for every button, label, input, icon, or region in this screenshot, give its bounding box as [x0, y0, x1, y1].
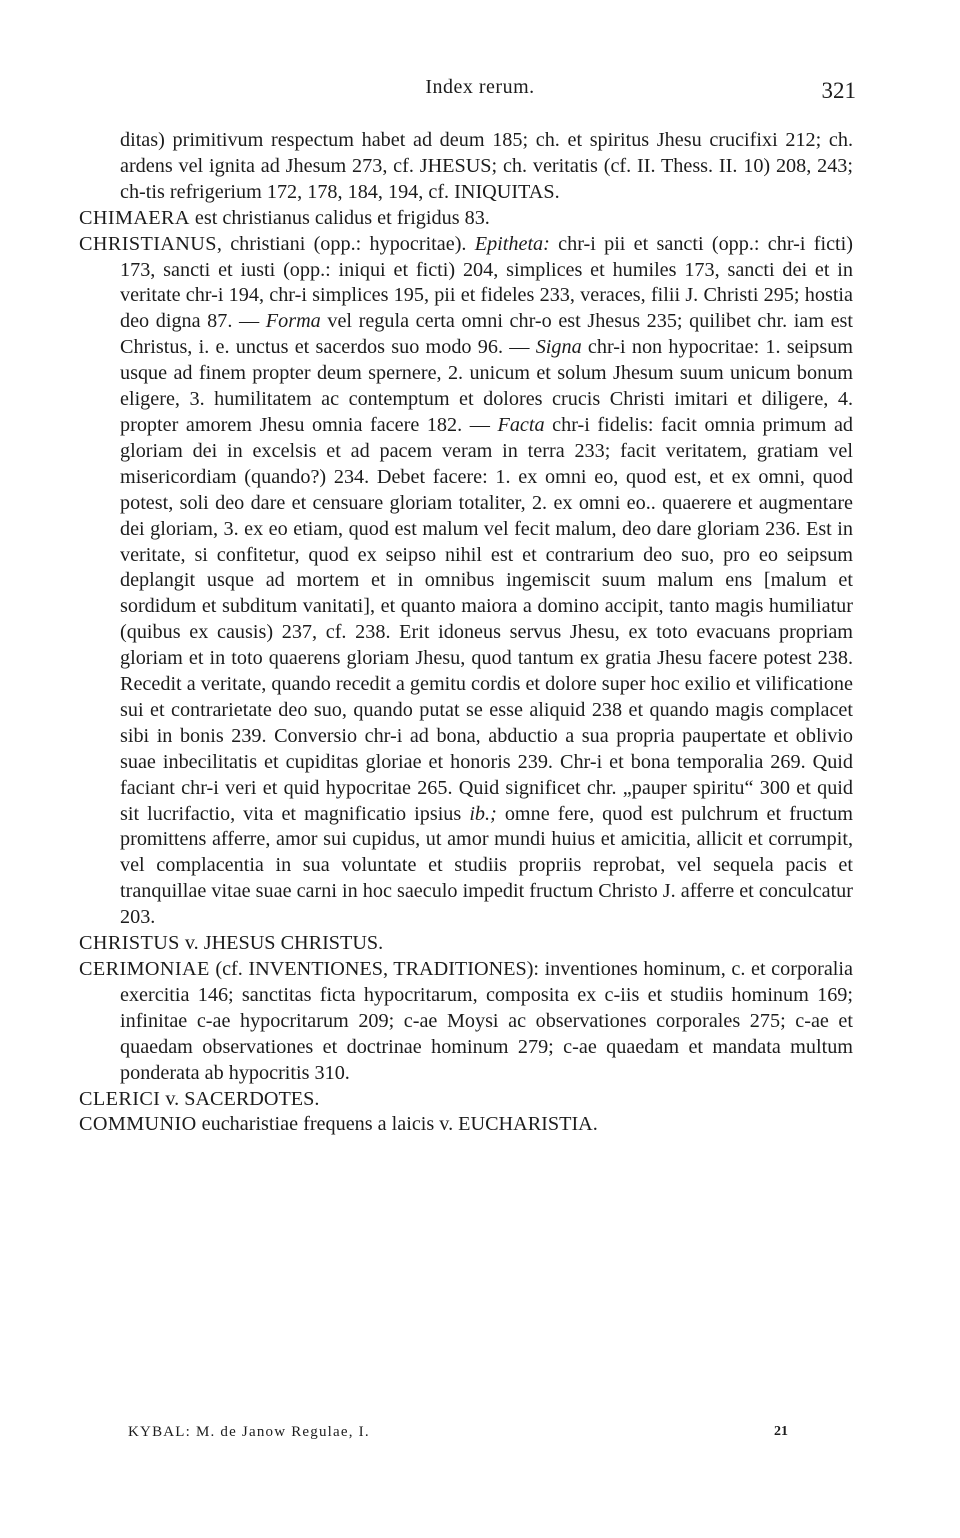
index-entry: [79, 232, 853, 931]
sheet-number: 21: [774, 1424, 788, 1439]
entry-text: v. SACERDOTES.: [160, 1087, 320, 1110]
subheading-text: ib.;: [469, 802, 497, 825]
entry-text: (cf. INVENTIONES, TRADITIONES): inventiones hominum, c. et corporalia exercitia 146; sanctitas ficta hypocritarum, composita ex c-iis et studiis hominum 169; infinitae c-ae hypocritarum 209; c-ae Moysi ac observationes corporales 275; c-ae et quaedam observationes et doctrinae hominum 279; c-ae quaedam et mandata multum ponderata ab hypocritis 310.: [120, 958, 853, 1084]
index-term: COMMUNIO: [79, 1113, 197, 1136]
index-term: CLERICI: [79, 1087, 161, 1110]
index-entry: [79, 206, 853, 232]
subheading-text: Signa: [535, 336, 582, 359]
entry-text: ditas) primitivum respectum habet ad deum 185; ch. et spiritus Jhesu crucifixi 212; ch. ardens vel ignita ad Jhesum 273, cf. JHESUS; ch. veritatis (cf. II. Thess. II. 10) 208, 243; ch-tis refrigerium 172, 178, 184, 194, cf. INIQUITAS.: [120, 129, 853, 203]
entry-text: chr-i non hypocritae: 1. seipsum usque ad finem propter deum spernere, 2. unicum et solum Jhesum suum unicum bonum eligere, 3. humilitatem ac contemptum et dolores crucis Christi imitari et diligere, 4. propter amorem Jhesu omnia facere 182. —: [120, 336, 853, 436]
index-entry: [79, 1087, 853, 1113]
entry-text: vel regula certa omni chr-o est Jhesus 235; quilibet chr. iam est Christus, i. e. unctus et sacerdos suo modo 96. —: [120, 310, 853, 359]
running-title: Index rerum.: [425, 76, 535, 98]
entry-text: chr-i pii et sancti (opp.: chr-i ficti) 173, sancti et iusti (opp.: iniqui et ficti) 204, simplices et humiles 173, sancti dei et in veritate chr-i 194, chr-i simplices 195, pii et fideles 233, veraces, filii J. Christi 295; hostia deo digna 87. —: [120, 232, 853, 333]
entry-text: v. JHESUS CHRISTUS.: [179, 932, 384, 955]
index-entry: [79, 1112, 853, 1138]
index-term: CHIMAERA: [79, 206, 190, 229]
page-footer: [128, 1424, 788, 1448]
subheading-text: Facta: [497, 413, 545, 436]
index-term: CERIMONIAE: [79, 958, 210, 980]
entry-text: omne fere, quod est pulchrum et fructum promittens afferre, amor sui cupidus, ut amor mundi huius et amicitia, allicit et corrumpit, vel complacentia in sua voluntate et studiis propriis reprobat, vel sequela pacis et tranquillae vitae suae carni in hoc saeculo impedit fructum Christo J. afferre et conculcatur 203.: [120, 802, 853, 929]
entry-text: , christiani (opp.: hypocritae).: [216, 232, 475, 255]
page-number: 321: [821, 78, 856, 103]
index-entry: [79, 931, 853, 957]
entry-text: chr-i fidelis: facit omnia primum ad gloriam dei in excelsis et ad pacem veram in terra 233; facit veritatem, gratiam vel misericordiam (quando?) 234. Debet facere: 1. ex omni eo, quod est, et ex omni, quod potest, soli deo dare et censuare gloriam totaliter, 2. ex omni eo.. quaerere et augmentare dei gloriam, 3. ex eo etiam, quod est malum vel fecit malum, deo dare gloriam 236. Est in veritate, si confitetur, quod ex seipso nihil est et contrarium deo suo, pro eo seipsum deplangit usque ad mortem et in omnibus ingemiscit suum malum ens [malum et sordidum et subditum vanitati], et quanto maiora a domino accipit, tanto magis humiliatur (quibus ex causis) 237, cf. 238. Erit idoneus servus Jhesu, ex toto evacuans propriam gloriam et in toto quaerens gloriam Jhesu, quod tantum ex gratia Jhesu facere potest 238. Recedit a veritate, quando recedit a gemitu cordis et dolore super hoc exilio et vilificatione sui et contrarietate deo suo, quando putat se esse aliquid 238 et quando magis complacet sibi in bonis 239. Conversio chr-i ad bona, abductio a sua propria paupertate et oblivio suae inbecilitatis et cupiditas gloriae et honoris 239. Chr-i et bona temporalia 269. Quid faciant chr-i veri et quid hypocritae 265. Quid significet chr. „pauper spiritu“ 300 et quid sit lucrifactio, vita et magnificatio ipsius: [120, 413, 853, 825]
index-term: CHRISTIANUS: [79, 232, 217, 255]
index-entry: [118, 128, 853, 206]
index-body: [79, 128, 853, 1138]
subheading-text: Epitheta:: [474, 232, 550, 255]
printer-signature: KYBAL: M. de Janow Regulae, I.: [128, 1424, 370, 1440]
entry-text: est christianus calidus et frigidus 83.: [189, 206, 490, 229]
subheading-text: Forma: [265, 310, 321, 333]
index-term: CHRISTUS: [79, 932, 180, 955]
running-header: [0, 76, 960, 104]
index-entry: [79, 957, 853, 1087]
entry-text: eucharistiae frequens a laicis v. EUCHARISTIA.: [196, 1113, 598, 1136]
